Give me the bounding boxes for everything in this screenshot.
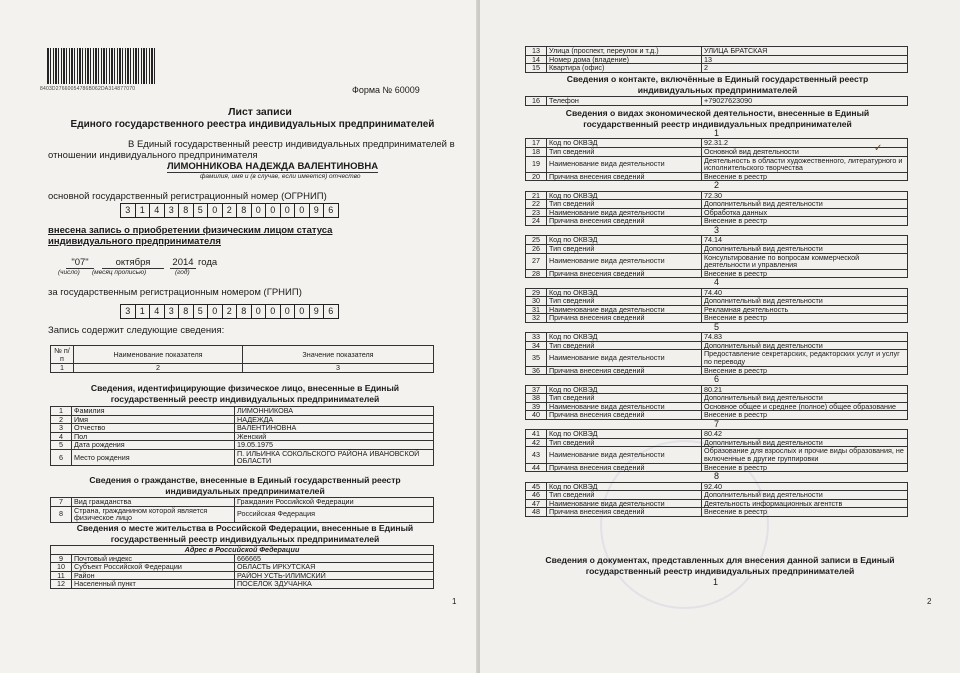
row-name: Улица (проспект, переулок и т.д.) [547,47,702,56]
row-number: 39 [526,402,547,411]
row-number: 42 [526,438,547,447]
row-name: Причина внесения сведений [547,217,702,226]
row-value: УЛИЦА БРАТСКАЯ [702,47,908,56]
row-number: 48 [526,508,547,517]
row-number: 23 [526,208,547,217]
row-value: П. ИЛЬИНКА СОКОЛЬСКОГО РАЙОНА ИВАНОВСКОЙ ОБЛАСТИ [235,449,434,465]
grnip-digit: 0 [266,305,281,318]
row-number: 16 [526,97,547,106]
ogrnip-cells [120,203,339,218]
ogrnip-digit: 5 [194,204,209,217]
row-value: Консультирование по вопросам коммерческой деятельности и управления [702,253,908,269]
activity-row [526,148,908,157]
row-name: Тип сведений [547,297,702,306]
ogrnip-digit: 6 [328,205,334,215]
row-value: 13 [702,55,908,64]
activity-row [526,508,908,517]
row-name: Тип сведений [547,200,702,209]
row-name: Тип сведений [547,244,702,253]
ogrnip-label: основной государственный регистрационный номер (ОГРНИП) [48,191,327,202]
identity-table [50,406,434,466]
row-number: 10 [51,563,72,572]
row-number: 13 [526,47,547,56]
ogrnip-digit: 9 [310,204,325,217]
row-name: Наименование вида деятельности [547,156,702,172]
row-number: 17 [526,139,547,148]
row-name: Тип сведений [547,148,702,157]
row-number: 44 [526,463,547,472]
row-number: 45 [526,482,547,491]
grnip-digit: 0 [208,305,223,318]
row-value: Внесение в реестр [702,366,908,375]
row-name: Имя [72,415,235,424]
row-value: Внесение в реестр [702,314,908,323]
grnip-digit: 6 [328,306,334,316]
form-number: Форма № 60009 [352,85,420,95]
contains-label: Запись содержит следующие сведения: [48,325,225,336]
row-value: Внесение в реестр [702,172,908,181]
row-value: Деятельность информационных агентств [702,499,908,508]
activity-group-number: 8 [713,471,719,482]
ogrnip-digit: 0 [252,204,267,217]
row-number: 25 [526,236,547,245]
row-value: Основной вид деятельности [702,148,908,157]
row-name: Наименование вида деятельности [547,499,702,508]
section-contact-heading: Сведения о контакте, включённые в Единый государственный реестр индивидуальных предпринимателей [566,74,869,95]
row-value: Основное общее и среднее (полное) общее образование [702,402,908,411]
header-table [50,345,434,373]
activity-group-number: 5 [713,321,719,332]
grnip-digit: 1 [136,305,151,318]
row-name: Код по ОКВЭД [547,288,702,297]
row-number: 35 [526,350,547,366]
row-name: Код по ОКВЭД [547,333,702,342]
row-number: 20 [526,172,547,181]
grnip-digit: 2 [223,305,238,318]
activity-group-number: 4 [713,277,719,288]
row-number: 9 [51,554,72,563]
row-value: Внесение в реестр [702,269,908,278]
row-value: Внесение в реестр [702,217,908,226]
row-name: Фамилия [72,407,235,416]
row-number: 12 [51,580,72,589]
document-title: Лист записи [228,106,292,118]
grnip-digit: 8 [179,305,194,318]
row-name: Причина внесения сведений [547,508,702,517]
row-name: Причина внесения сведений [547,366,702,375]
row-value: Внесение в реестр [702,463,908,472]
barcode [47,48,157,84]
row-number: 14 [526,55,547,64]
activity-group-number: 2 [713,180,719,191]
ogrnip-digit: 8 [237,204,252,217]
date-year-suffix: года [198,257,218,268]
row-value: Дополнительный вид деятельности [702,394,908,403]
activity-row [526,447,908,463]
row-name: Наименование вида деятельности [547,253,702,269]
row-value: ПОСЕЛОК ЗДУЧАНКА [235,580,434,589]
date-year: 2014 [170,257,196,269]
row-number: 46 [526,491,547,500]
row-number: 32 [526,314,547,323]
row-value: Гражданин Российской Федерации [235,498,434,507]
row-name: Тип сведений [547,394,702,403]
row-name: Наименование вида деятельности [547,402,702,411]
activity-group-number: 1 [713,128,719,138]
row-number: 47 [526,499,547,508]
documents-group-number: 1 [713,577,719,587]
ogrnip-digit: 0 [266,204,281,217]
row-value: 92.31.2 [702,139,908,148]
grnip-digit: 4 [150,305,165,318]
row-name: Наименование вида деятельности [547,305,702,314]
row-name: Код по ОКВЭД [547,236,702,245]
row-number: 11 [51,571,72,580]
row-name: Код по ОКВЭД [547,191,702,200]
address-table [50,545,434,589]
row-value: 74.40 [702,288,908,297]
row-value: 2 [702,64,908,73]
date-caption-day: (число) [58,269,80,276]
row-number: 29 [526,288,547,297]
row-name: Наименование вида деятельности [547,350,702,366]
ogrnip-digit: 0 [281,204,296,217]
row-name: Дата рождения [72,441,235,450]
ogrnip-digit: 8 [179,204,194,217]
row-value: 72.30 [702,191,908,200]
row-value: Дополнительный вид деятельности [702,341,908,350]
date-caption-month: (месяц прописью) [92,269,147,276]
section-activity-heading: Сведения о видах экономической деятельности, внесенные в Единый государственный реестр индивидуальных предпринимателей [565,108,870,129]
row-name: Тип сведений [547,491,702,500]
activity-row [526,297,908,306]
date-month: октября [102,257,164,269]
row-number: 30 [526,297,547,306]
row-number: 26 [526,244,547,253]
row-value: ОБЛАСТЬ ИРКУТСКАЯ [235,563,434,572]
row-number: 15 [526,64,547,73]
row-name: Населенный пункт [72,580,235,589]
row-value: Деятельность в области художественного, литературного и исполнительского творчества [702,156,908,172]
row-value: Внесение в реестр [702,508,908,517]
row-value: Предоставление секретарских, редакторских услуг и услуг по переводу [702,350,908,366]
header-col-name: Наименование показателя [74,346,243,364]
row-value: 80.42 [702,430,908,439]
row-number: 6 [51,449,72,465]
grnip-digit: 0 [252,305,267,318]
row-name: Тип сведений [547,438,702,447]
row-number: 36 [526,366,547,375]
row-value: 80.21 [702,385,908,394]
grnip-cells [120,304,339,319]
row-name: Причина внесения сведений [547,269,702,278]
row-name: Код по ОКВЭД [547,430,702,439]
row-name: Код по ОКВЭД [547,139,702,148]
row-number: 38 [526,394,547,403]
header-index-2: 2 [74,364,243,373]
person-name-caption: фамилия, имя и (в случае, если имеется) отчество [200,173,361,180]
grnip-digit: 9 [310,305,325,318]
row-number: 28 [526,269,547,278]
row-number: 4 [51,432,72,441]
entry-description-1: внесена запись о приобретении физическим лицом статуса [48,225,333,236]
row-number: 5 [51,441,72,450]
page-number: 1 [452,597,457,606]
row-number: 40 [526,411,547,420]
row-number: 21 [526,191,547,200]
row-value: Дополнительный вид деятельности [702,200,908,209]
date-caption-year: (год) [175,269,190,276]
row-name: Отчество [72,424,235,433]
row-name: Причина внесения сведений [547,314,702,323]
row-name: Телефон [547,97,702,106]
row-value: Дополнительный вид деятельности [702,297,908,306]
row-number: 31 [526,305,547,314]
intro-line-1: В Единый государственный реестр индивидуальных предпринимателей в [128,139,455,150]
date-day: "07" [66,257,94,269]
row-number: 1 [51,407,72,416]
activity-group-number: 3 [713,224,719,235]
row-value: 666665 [235,554,434,563]
row-number: 22 [526,200,547,209]
row-number: 34 [526,341,547,350]
row-number: 3 [51,424,72,433]
page-number: 2 [927,597,932,606]
row-number: 2 [51,415,72,424]
activity-row [526,491,908,500]
row-value: 74.14 [702,236,908,245]
section-residence-heading: Сведения о месте жительства в Российской Федерации, внесенные в Единый государственный реестр индивидуальных предпринимателей [76,523,414,544]
row-number: 43 [526,447,547,463]
row-name: Пол [72,432,235,441]
grnip-digit: 5 [194,305,209,318]
activity-row [526,244,908,253]
activity-group-number: 6 [713,374,719,385]
row-name: Причина внесения сведений [547,411,702,420]
grnip-digit: 0 [281,305,296,318]
ogrnip-digit: 3 [165,204,180,217]
activity-row [526,156,908,172]
row-value: 74.83 [702,333,908,342]
entry-description-2: индивидуального предпринимателя [48,236,221,247]
activity-row [526,253,908,269]
row-number: 24 [526,217,547,226]
ogrnip-digit: 0 [295,204,310,217]
row-value: Дополнительный вид деятельности [702,438,908,447]
row-number: 37 [526,385,547,394]
row-name: Страна, гражданином которой является физическое лицо [72,506,235,522]
row-value: Обработка данных [702,208,908,217]
address-header: Адрес в Российской Федерации [51,546,434,555]
row-name: Причина внесения сведений [547,172,702,181]
activity-table [525,129,908,517]
header-index-3: 3 [243,364,434,373]
person-name: ЛИМОННИКОВА НАДЕЖДА ВАЛЕНТИНОВНА [167,161,379,172]
row-value: Российская Федерация [235,506,434,522]
row-number: 8 [51,506,72,522]
contact-table [525,96,908,106]
grnip-label: за государственным регистрационным номером (ГРНИП) [48,287,302,298]
section-identity-heading: Сведения, идентифицирующие физическое лицо, внесенные в Единый государственный реестр индивидуальных предпринимателей [90,383,400,404]
row-name: Причина внесения сведений [547,463,702,472]
header-col-value: Значение показателя [243,346,434,364]
pen-tick-mark: ✓ [874,143,883,154]
row-value: +79027623090 [702,97,908,106]
grnip-digit: 3 [121,305,136,318]
row-value: Рекламная деятельность [702,305,908,314]
activity-row [526,350,908,366]
row-value: Образование для взрослых и прочие виды образования, не включенные в другие группировки [702,447,908,463]
section-documents-heading: Сведения о документах, представленных для внесения данной записи в Единый государственный реестр индивидуальных предпринимателей [545,555,895,576]
header-index-1: 1 [51,364,74,373]
row-value: 19.05.1975 [235,441,434,450]
ogrnip-digit: 3 [121,204,136,217]
row-name: Место рождения [72,449,235,465]
row-name: Наименование вида деятельности [547,447,702,463]
grnip-digit: 8 [237,305,252,318]
row-name: Тип сведений [547,341,702,350]
ogrnip-digit: 0 [208,204,223,217]
page-1 [0,0,478,673]
row-value: 92.40 [702,482,908,491]
row-name: Субъект Российской Федерации [72,563,235,572]
row-value: Внесение в реестр [702,411,908,420]
row-name: Код по ОКВЭД [547,385,702,394]
row-name: Номер дома (владение) [547,55,702,64]
row-name: Почтовый индекс [72,554,235,563]
grnip-digit: 3 [165,305,180,318]
row-value: Женский [235,432,434,441]
row-number: 18 [526,148,547,157]
row-name: Квартира (офис) [547,64,702,73]
activity-group-number: 7 [713,418,719,429]
ogrnip-digit: 1 [136,204,151,217]
row-number: 41 [526,430,547,439]
row-name: Наименование вида деятельности [547,208,702,217]
intro-line-2: отношении индивидуального предпринимателя [48,150,258,161]
section-citizenship-heading: Сведения о гражданстве, внесенные в Единый государственный реестр индивидуальных предпринимателей [89,475,401,496]
row-value: НАДЕЖДА [235,415,434,424]
grnip-digit: 0 [295,305,310,318]
barcode-number: 8403D27660054786B062DA314877070 [40,86,136,92]
citizenship-table [50,497,434,523]
row-value: Дополнительный вид деятельности [702,491,908,500]
ogrnip-digit: 2 [223,204,238,217]
row-value: ВАЛЕНТИНОВНА [235,424,434,433]
row-number: 33 [526,333,547,342]
row-value: РАЙОН УСТЬ-ИЛИМСКИЙ [235,571,434,580]
row-value: ЛИМОННИКОВА [235,407,434,416]
row-number: 7 [51,498,72,507]
document-subtitle: Единого государственного реестра индивидуальных предпринимателей [70,119,435,130]
row-name: Район [72,571,235,580]
ogrnip-digit: 4 [150,204,165,217]
activity-row [526,394,908,403]
row-name: Код по ОКВЭД [547,482,702,491]
row-number: 19 [526,156,547,172]
header-col-number: № п/п [51,346,74,364]
row-value: Дополнительный вид деятельности [702,244,908,253]
row-name: Вид гражданства [72,498,235,507]
address-continued-table [525,46,908,73]
row-number: 27 [526,253,547,269]
